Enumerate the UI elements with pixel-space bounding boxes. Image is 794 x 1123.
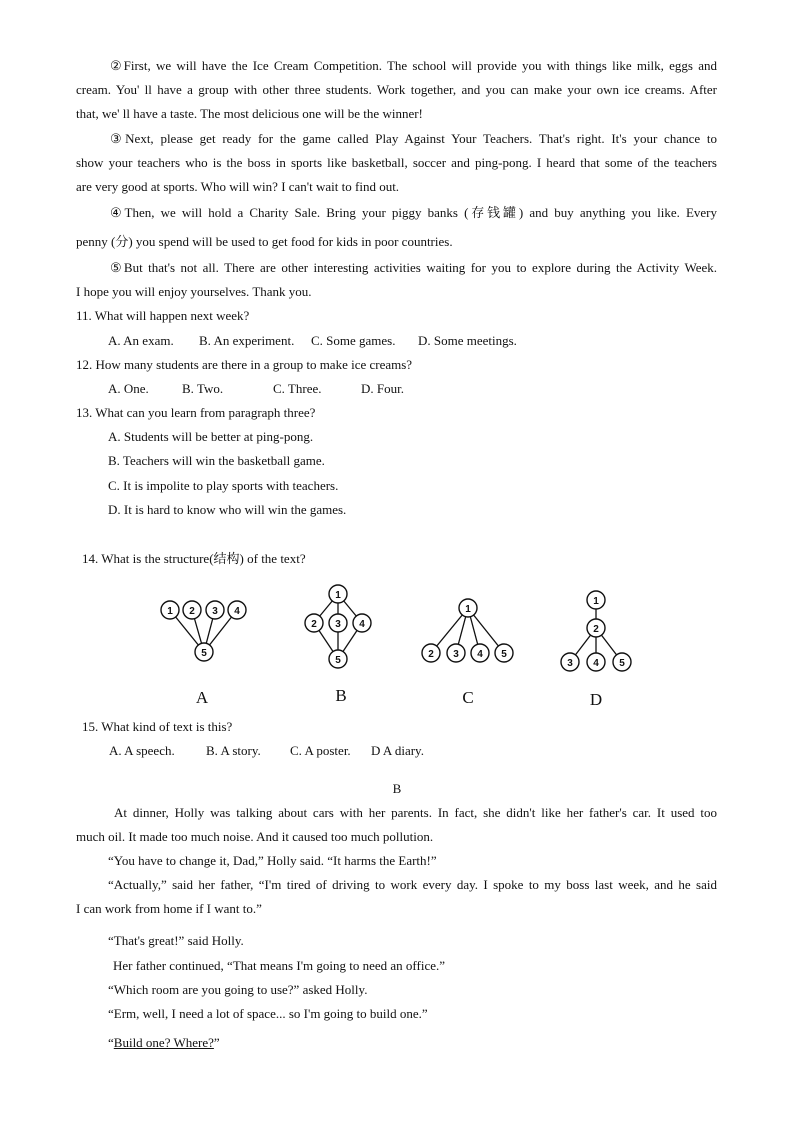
passage-b-heading: B (392, 781, 402, 796)
question-12-stem: 12. How many students are there in a group to make ice creams? (76, 357, 413, 372)
passage-b-dialogue-5: “Which room are you going to use?” asked Holly. (108, 982, 368, 997)
passage-b-dialogue-6: “Erm, well, I need a lot of space... so I'm going to build one.” (108, 1006, 428, 1021)
svg-text:5: 5 (619, 658, 625, 669)
svg-text:4: 4 (359, 619, 365, 630)
question-12-option-c: C. Three. (273, 381, 322, 396)
svg-text:2: 2 (311, 619, 317, 630)
underlined-question: Build one? Where? (113, 1035, 214, 1050)
diagram-c-node-4 (471, 644, 489, 662)
paragraph-4-line-2: penny (分) you spend will be used to get food for kids in poor countries. (76, 234, 453, 249)
diagram-d-node-3 (561, 653, 579, 671)
question-11-stem: 11. What will happen next week? (76, 308, 250, 323)
diagram-b-node-3 (329, 614, 347, 632)
diagram-b-node-2 (305, 614, 323, 632)
svg-text:5: 5 (501, 649, 507, 660)
diagram-a-label: A (195, 688, 209, 707)
paragraph-2-line-3: that, we' ll have a taste. The most delicious one will be the winner! (76, 106, 423, 121)
question-12-option-b: B. Two. (182, 381, 224, 396)
diagram-d-node-4 (587, 653, 605, 671)
diagram-a-node-5 (195, 643, 213, 661)
svg-text:4: 4 (593, 658, 599, 669)
svg-text:3: 3 (567, 658, 573, 669)
passage-b-dialogue-7 (108, 1035, 220, 1051)
svg-text:3: 3 (453, 649, 459, 660)
passage-b-dialogue-2-line-1: “Actually,” said her father, “I'm tired of driving to work every day. I spoke to my boss last week, and he said (108, 877, 717, 892)
passage-b-dialogue-3: “That's great!” said Holly. (108, 933, 244, 948)
passage-b-dialogue-1: “You have to change it, Dad,” Holly said. “It harms the Earth!” (108, 853, 437, 868)
diagram-a-node-1 (161, 601, 179, 619)
paragraph-5-line-1: ⑤But that's not all. There are other interesting activities waiting for you to explore during the Activity Week. (110, 260, 717, 275)
paragraph-2-line-1: ②First, we will have the Ice Cream Competition. The school will provide you with things like milk, eggs and (110, 58, 717, 73)
close-quote: ” (213, 1035, 220, 1050)
passage-b-paragraph-1-line-1: At dinner, Holly was talking about cars with her parents. In fact, she didn't like her father's car. It used too (114, 805, 717, 820)
svg-text:3: 3 (212, 606, 218, 617)
svg-text:4: 4 (234, 606, 240, 617)
diagram-b-label: B (335, 686, 347, 705)
diagram-d-node-1 (587, 591, 605, 609)
diagram-c-node-1 (459, 599, 477, 617)
question-15-option-a: A. A speech. (109, 743, 175, 758)
structure-diagrams (0, 578, 794, 718)
diagram-b-node-4 (353, 614, 371, 632)
diagram-c-node-2 (422, 644, 440, 662)
diagram-b-node-5 (329, 650, 347, 668)
question-13-option-c: C. It is impolite to play sports with teachers. (108, 478, 339, 493)
question-15-option-d: D A diary. (371, 743, 424, 758)
open-quote: “ (108, 1035, 114, 1050)
paragraph-3-line-3: are very good at sports. Who will win? I can't wait to find out. (76, 179, 400, 194)
diagram-c-node-5 (495, 644, 513, 662)
svg-text:5: 5 (201, 648, 207, 659)
diagram-c-node-3 (447, 644, 465, 662)
question-15-option-c: C. A poster. (290, 743, 351, 758)
question-11-option-c: C. Some games. (311, 333, 396, 348)
diagram-a-node-2 (183, 601, 201, 619)
diagram-b-node-1 (329, 585, 347, 603)
question-15-stem: 15. What kind of text is this? (82, 719, 233, 734)
question-12-option-a: A. One. (108, 381, 149, 396)
question-11-option-b: B. An experiment. (199, 333, 295, 348)
diagram-d-node-5 (613, 653, 631, 671)
passage-b-paragraph-1-line-2: much oil. It made too much noise. And it caused too much pollution. (76, 829, 434, 844)
svg-text:5: 5 (335, 655, 341, 666)
paragraph-2-line-2: cream. You' ll have a group with other three students. Work together, and you can make your own ice creams. After (76, 82, 717, 97)
diagram-a-node-4 (228, 601, 246, 619)
passage-b-dialogue-4: Her father continued, “That means I'm going to need an office.” (113, 958, 446, 973)
svg-text:2: 2 (428, 649, 434, 660)
question-12-option-d: D. Four. (361, 381, 404, 396)
svg-text:1: 1 (593, 596, 599, 607)
svg-text:3: 3 (335, 619, 341, 630)
question-15-option-b: B. A story. (206, 743, 261, 758)
svg-text:4: 4 (477, 649, 483, 660)
svg-text:1: 1 (335, 590, 341, 601)
question-13-option-a: A. Students will be better at ping-pong. (108, 429, 314, 444)
paragraph-3-line-1: ③Next, please get ready for the game called Play Against Your Teachers. That's right. It's your chance to (110, 131, 717, 146)
diagram-d-node-2 (587, 619, 605, 637)
diagram-d-label: D (589, 690, 603, 709)
paragraph-3-line-2: show your teachers who is the boss in sports like basketball, soccer and ping-pong. I heard that some of the teachers (76, 155, 717, 170)
svg-text:2: 2 (189, 606, 195, 617)
question-14-stem: 14. What is the structure(结构) of the text? (82, 551, 306, 566)
svg-text:2: 2 (593, 624, 599, 635)
passage-b-dialogue-2-line-2: I can work from home if I want to.” (76, 901, 262, 916)
diagram-c-label: C (462, 688, 474, 707)
diagram-a-node-3 (206, 601, 224, 619)
svg-text:1: 1 (167, 606, 173, 617)
question-13-option-d: D. It is hard to know who will win the games. (108, 502, 347, 517)
question-11-option-a: A. An exam. (108, 333, 174, 348)
svg-text:1: 1 (465, 604, 471, 615)
question-13-option-b: B. Teachers will win the basketball game. (108, 453, 325, 468)
question-13-stem: 13. What can you learn from paragraph three? (76, 405, 316, 420)
paragraph-5-line-2: I hope you will enjoy yourselves. Thank you. (76, 284, 312, 299)
question-11-option-d: D. Some meetings. (418, 333, 517, 348)
paragraph-4-line-1: ④Then, we will hold a Charity Sale. Bring your piggy banks (存钱罐) and buy anything you like. Every (110, 205, 717, 220)
